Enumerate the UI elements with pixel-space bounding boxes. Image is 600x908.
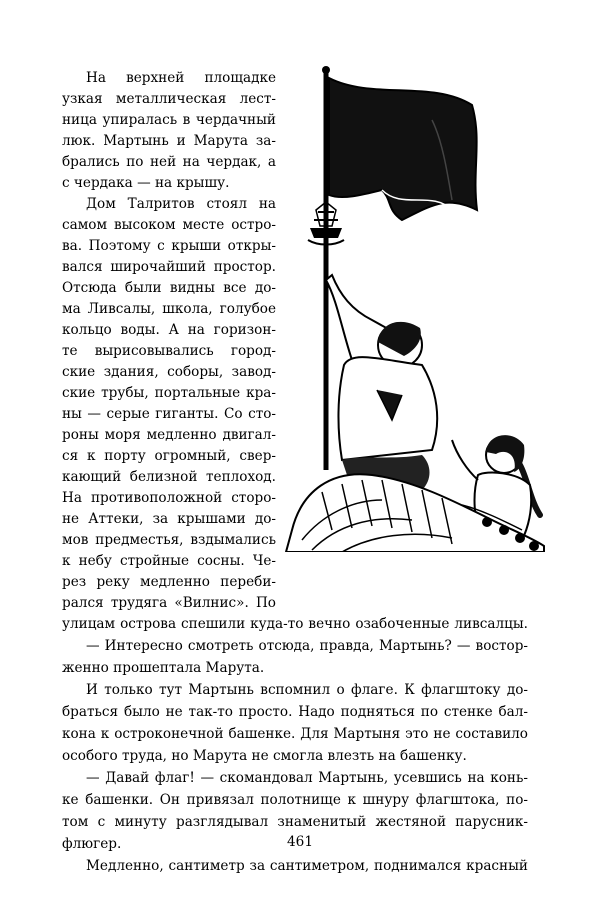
rooftop-flag-illustration <box>282 60 550 552</box>
text-line: рался трудяга «Вилнис». По <box>62 595 276 611</box>
text-line: ны — серые гиганты. Со сто- <box>62 406 276 422</box>
text-line: особого труда, но Марута не смогла влезть на башенку. <box>62 748 467 764</box>
text-line: кающий белизной теплоход. <box>62 469 276 485</box>
text-line: браться было не так-то просто. Надо подняться по стенке бал- <box>62 704 528 720</box>
text-line: ва. Поэтому с крыши откры- <box>62 238 276 254</box>
text-line: женно прошептала Марута. <box>62 660 265 676</box>
text-line: ма Ливсалы, школа, голубое <box>62 301 276 317</box>
text-line: кольцо воды. А на горизон- <box>62 322 276 338</box>
text-line: На противоположной сторо- <box>62 490 276 506</box>
text-line: — Давай флаг! — скомандовал Мартынь, усевшись на конь- <box>86 770 528 786</box>
text-line: роны моря медленно двигал- <box>62 427 276 443</box>
text-line: вался широчайший простор. <box>62 259 276 275</box>
text-line: ся к порту огромный, свер- <box>62 448 276 464</box>
text-line: Медленно, сантиметр за сантиметром, поднимался красный <box>86 858 528 874</box>
text-line: На верхней площадке <box>86 70 276 86</box>
text-line: узкая металлическая лест- <box>62 91 276 107</box>
text-line: с чердака — на крышу. <box>62 175 230 191</box>
text-line: брались по ней на чердак, а <box>62 154 276 170</box>
text-line: Отсюда были видны все до- <box>62 280 276 296</box>
text-line: — Интересно смотреть отсюда, правда, Мартынь? — востор- <box>86 638 528 654</box>
text-line: улицам острова спешили куда-то вечно озабоченные ливсалцы. <box>62 616 528 632</box>
text-line: самом высоком месте остро- <box>62 217 276 233</box>
text-line: Дом Талритов стоял на <box>86 196 276 212</box>
text-line: кона к остроконечной башенке. Для Мартыня это не составило <box>62 726 528 742</box>
text-line: к небу стройные сосны. Че- <box>62 553 276 569</box>
text-line: ские трубы, портальные кра- <box>62 385 276 401</box>
text-line: И только тут Мартынь вспомнил о флаге. К флагштоку до- <box>86 682 528 698</box>
text-line: те вырисовывались город- <box>62 343 276 359</box>
text-line: ке башенки. Он привязал полотнище к шнуру флагштока, по- <box>62 792 528 808</box>
text-line: не Аттеки, за крышами до- <box>62 511 276 527</box>
text-line: люк. Мартынь и Марута за- <box>62 133 276 149</box>
text-line: мов предместья, вздымались <box>62 532 276 548</box>
text-line: ница упиралась в чердачный <box>62 112 276 128</box>
text-line: ские здания, соборы, завод- <box>62 364 276 380</box>
text-line: том с минуту разглядывал знаменитый жестяной парусник- <box>62 814 528 830</box>
page-number: 461 <box>287 834 313 850</box>
text-line: рез реку медленно переби- <box>62 574 276 590</box>
text-line: флюгер. <box>62 836 122 852</box>
